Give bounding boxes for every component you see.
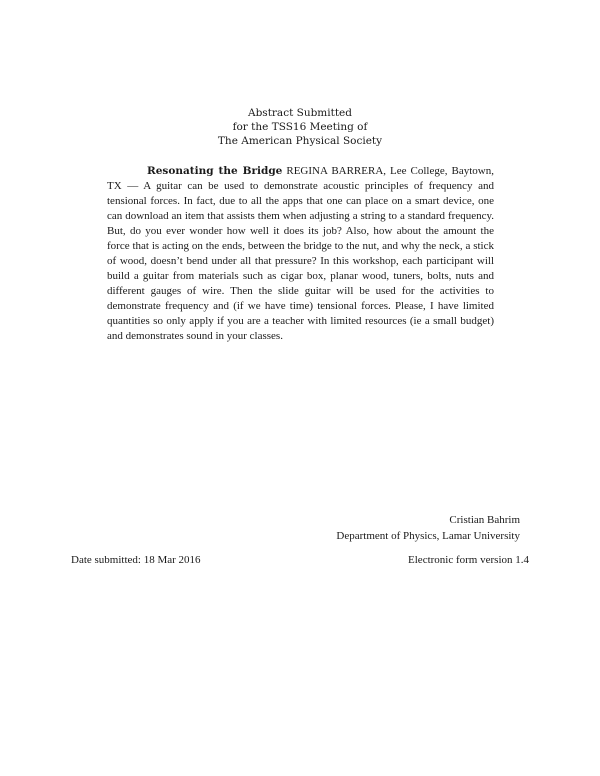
abstract-text: REGINA BARRERA, Lee College, Baytown, TX — A guitar can be used to demonstrate acoustic principles of frequency and tensional forces. In fact, due to all the apps that one can place on a smart device, one can download an item that assists them when adjusting a string to a standard frequency. But, do you ever wonder how well it does its job? Also, how about the amount the force that is acting on the ends, between the bridge to the nut, and why the neck, a stick of wood, doesn’t bend under all that pressure? In this workshop, each participant will build a guitar from materials such as cigar box, planar wood, tuners, bolts, nuts and different gauges of wire. Then the slide guitar will be used for the activities to demonstrate frequency and (if we have time) tensional forces. Please, I have limited quantities so only apply if you are a teacher with limited resources (ie a small budget) and demonstrates sound in your classes. <box>107 165 494 342</box>
abstract-header <box>0 106 600 148</box>
signature-affiliation: Department of Physics, Lamar University <box>336 530 520 542</box>
form-version: Electronic form version 1.4 <box>408 554 529 566</box>
abstract-title: Resonating the Bridge <box>147 165 283 177</box>
date-submitted: Date submitted: 18 Mar 2016 <box>71 554 201 566</box>
abstract-body <box>107 164 494 344</box>
signature-name: Cristian Bahrim <box>449 514 520 526</box>
header-line-3: The American Physical Society <box>217 135 383 147</box>
header-line-2: for the TSS16 Meeting of <box>232 121 368 133</box>
header-line-1: Abstract Submitted <box>248 107 352 119</box>
signature-block <box>336 512 520 544</box>
